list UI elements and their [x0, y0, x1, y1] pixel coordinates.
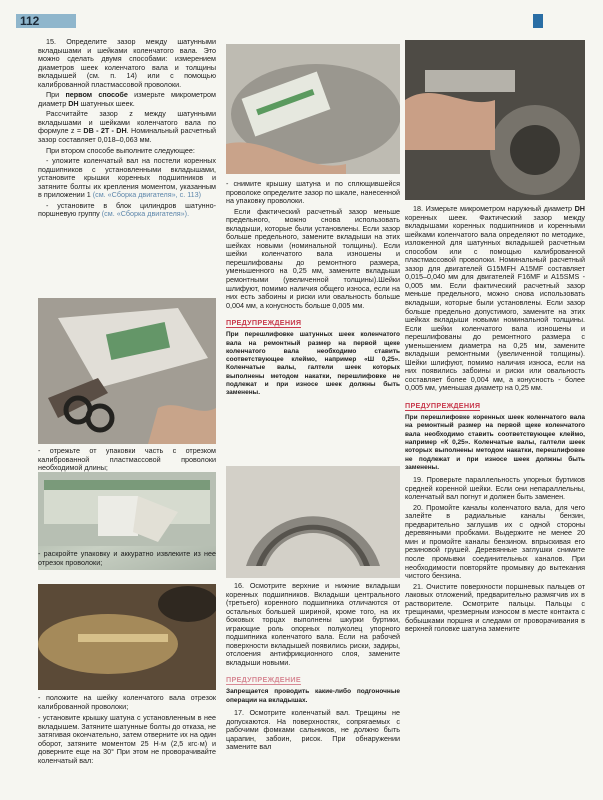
photo-cutting-gauge — [38, 298, 216, 444]
warning-heading: ПРЕДУПРЕЖДЕНИЯ — [226, 318, 302, 328]
column-right — [405, 205, 585, 636]
warning-text-3: При перешлифовке коренных шеек коленчатого вала на ремонтный размер на первой щеке коленчатого вала необходимо ставить соответствующее клеймо, например «К 0,25». Коленчатые валы, галтели шеек которых выполнены методом накатки, перешлифовке не подлежат и при износе шеек должны быть заменены. — [405, 414, 585, 471]
page-corner-mark — [533, 14, 543, 28]
method-two-text: При втором способе выполните следующее: — [46, 145, 195, 155]
clearance-evaluation-text: Если фактический расчетный зазор меньше предельного, можно снова использовать вкладыши, которые были установлены. Если зазор больше предельного, замените вкладыши на этих шейках новыми (номинальной толщины). Если шейки коленчатого вала изношены и перешлифованы до ремонтного размера, уменьшенного на 0,25 мм, замените вкладыши ремонтными (увеличенной толщины).Шейки шлифуют, помимо наличия общего износа, если на них есть забоины и риски или овальность больше 0,004 мм, а конусность больше 0,005 мм. — [226, 206, 400, 310]
warning-heading-2: ПРЕДУПРЕЖДЕНИЕ — [226, 675, 301, 685]
caption-remove-cap: - снимите крышку шатуна и по сплющившейся проволоке определите зазор по шкале, нанесенной на упаковку проволоки. — [226, 179, 400, 206]
step-18-text: 18. Измерьте микрометром наружный диаметр DH коренных шеек. Фактический зазор между вкладышами коренных подшипников и коренными шейками коленчатого вала определяют по методике, изложенной для шатунных вкладышей расчетным способом или с помощью калиброванной пластмассовой проволоки. Номинальный расчетный зазор для двигателей G15MFH A15MF составляет 0,015–0,040 мм для двигателей F16MF и A15SMS - 0,005 мм. Если фактический расчетный зазор меньше предельного, можно снова использовать вкладыши, которые были установлены. Если зазор больше предельно допустимого, замените на этих шейках вкладыши новыми номинальной толщины. Если шейки коленчатого вала изношены и перешлифованы до ремонтного размера с уменьшением диаметра на 0,25 мм, замените вкладыши ремонтными (увеличенной толщины). Шейки шлифуют, помимо наличия износа, если на них появились забоины и риски или овальность составляет более 0,004 мм, а конусность - более 0,005 мм, уменьшая диаметр на 0,25 мм. — [405, 204, 585, 393]
assembly-link-2[interactable]: (см. «Сборка двигателя»). — [101, 209, 190, 219]
step-16-text: 16. Осмотрите верхние и нижние вкладыши коренных подшипников. Вкладыши центрального (третьего) коренного подшипника отличаются от остальных большей шириной, кроме того, на их боковых торцах выполнены шкурки буртики, играющие роль опорных полуколец упорного подшипника коленчатого вала. Если на рабочей поверхности вкладышей появились риски, задиры, отслоения антифрикционного слоя, замените вкладыши новыми. — [226, 581, 400, 667]
formula-text: Рассчитайте зазор z между шатунными вкладышами и шейками коленчатого вала по формуле z = DB - 2T - DH. Номинальный расчетный зазор составляет 0,018–0,063 мм. — [38, 109, 216, 145]
photo-flattened-wire — [226, 44, 400, 174]
step-21-text: 21. Очистите поверхности поршневых пальцев от лаковых отложений, предварительно размягчив их в растворителе. Осмотрите пальцы. Пальцы с трещинами, чрезмерным износом в месте контакта с бобышками поршня и следами от проворачивания в верхней головке шатуна замените — [405, 581, 585, 634]
column-middle-lower — [226, 582, 400, 754]
photo-micrometer — [405, 40, 585, 200]
column-middle — [226, 180, 400, 402]
step-install-cap: - установите крышку шатуна с установленным в нее вкладышем. Затяните шатунные болты до отказа, не затягивая окончательно, затем отверните их на один оборот, затяните моментом 25 Н·м (2,5 кгс·м) и доверните еще на 30° При этом не проворачивайте коленчатый вал: — [38, 713, 216, 765]
warning-text: При перешлифовке шатунных шеек коленчатого вала на ремонтный размер на первой щеке коленчатого вала необходимо ставить соответствующее клеймо, например «Ш 0,25». Коленчатые валы, галтели шеек которых выполнены методом накатки, перешлифовке не подлежат и при износе шеек должны быть заменены. — [226, 331, 400, 397]
photo-bearing-shells — [226, 466, 400, 578]
step-15-text: 15. Определите зазор между шатунными вкладышами и шейками коленчатого вала. Это можно сделать двумя способами: измерением диаметров шеек коленчатого вала и толщины вкладышей (см. п. 14) или с помощью калиброванной пластмассовой проволоки. — [38, 37, 216, 89]
method-one-text: При первом способе измерьте микрометром диаметр DH шатунных шеек. — [38, 90, 216, 108]
column-left — [38, 38, 216, 221]
caption-cut-gauge: - отрежьте от упаковки часть с отрезком калиброванной пластмассовой проволоки необходимой длины; — [38, 446, 216, 473]
caption-open-package: - раскройте упаковку и аккуратно извлеките из нее отрезок проволоки; — [38, 549, 216, 567]
warning-heading-3: ПРЕДУПРЕЖДЕНИЯ — [405, 401, 481, 411]
warning-text-2: Запрещается проводить какие-либо подгоночные операции на вкладышах. — [226, 688, 400, 704]
step-20-text: 20. Промойте каналы коленчатого вала, для чего залейте в радиальные каналы бензин, предварительно заглушив их с одной стороны деревянными пробками. Выдержите не менее 20 мин и промойте каналы бензином. впрыскивая его резиновой грушей. Деревянные заглушки снимите после промывки соединительных каналов. При необходимости повторяйте промывку до вытекания чистого бензина. — [405, 502, 585, 581]
photo-wire-on-journal — [38, 584, 216, 690]
assembly-link[interactable]: (см. «Сборка двигателя», с. 113) — [92, 190, 202, 200]
page-number: 112 — [20, 14, 40, 28]
step-install-pistons: - установите в блок цилиндров шатунно-поршневую группу (см. «Сборка двигателя»). — [38, 200, 216, 219]
caption-place-wire: - положите на шейку коленчатого вала отрезок калиброванной проволоки; — [38, 693, 216, 711]
step-19-text: 19. Проверьте параллельность упорных буртиков средней коренной шейки. Если они непараллельны, коленчатый вал погнут и должен быть заменен. — [405, 475, 585, 502]
step-17-text: 17. Осмотрите коленчатый вал. Трещины не допускаются. На поверхностях, сопрягаемых с рабочими фомками сальников, не должно быть царапин, забоин, рисок. При обнаружении замените вал — [226, 708, 400, 752]
step-install-crankshaft: - уложите коленчатый вал на постели коренных подшипников с установленными вкладышами, установите крышки коренных подшипников и затяните болты их крепления моментом, указанным в приложении 1 (см. «Сборка двигателя», с. 113) — [38, 156, 216, 200]
